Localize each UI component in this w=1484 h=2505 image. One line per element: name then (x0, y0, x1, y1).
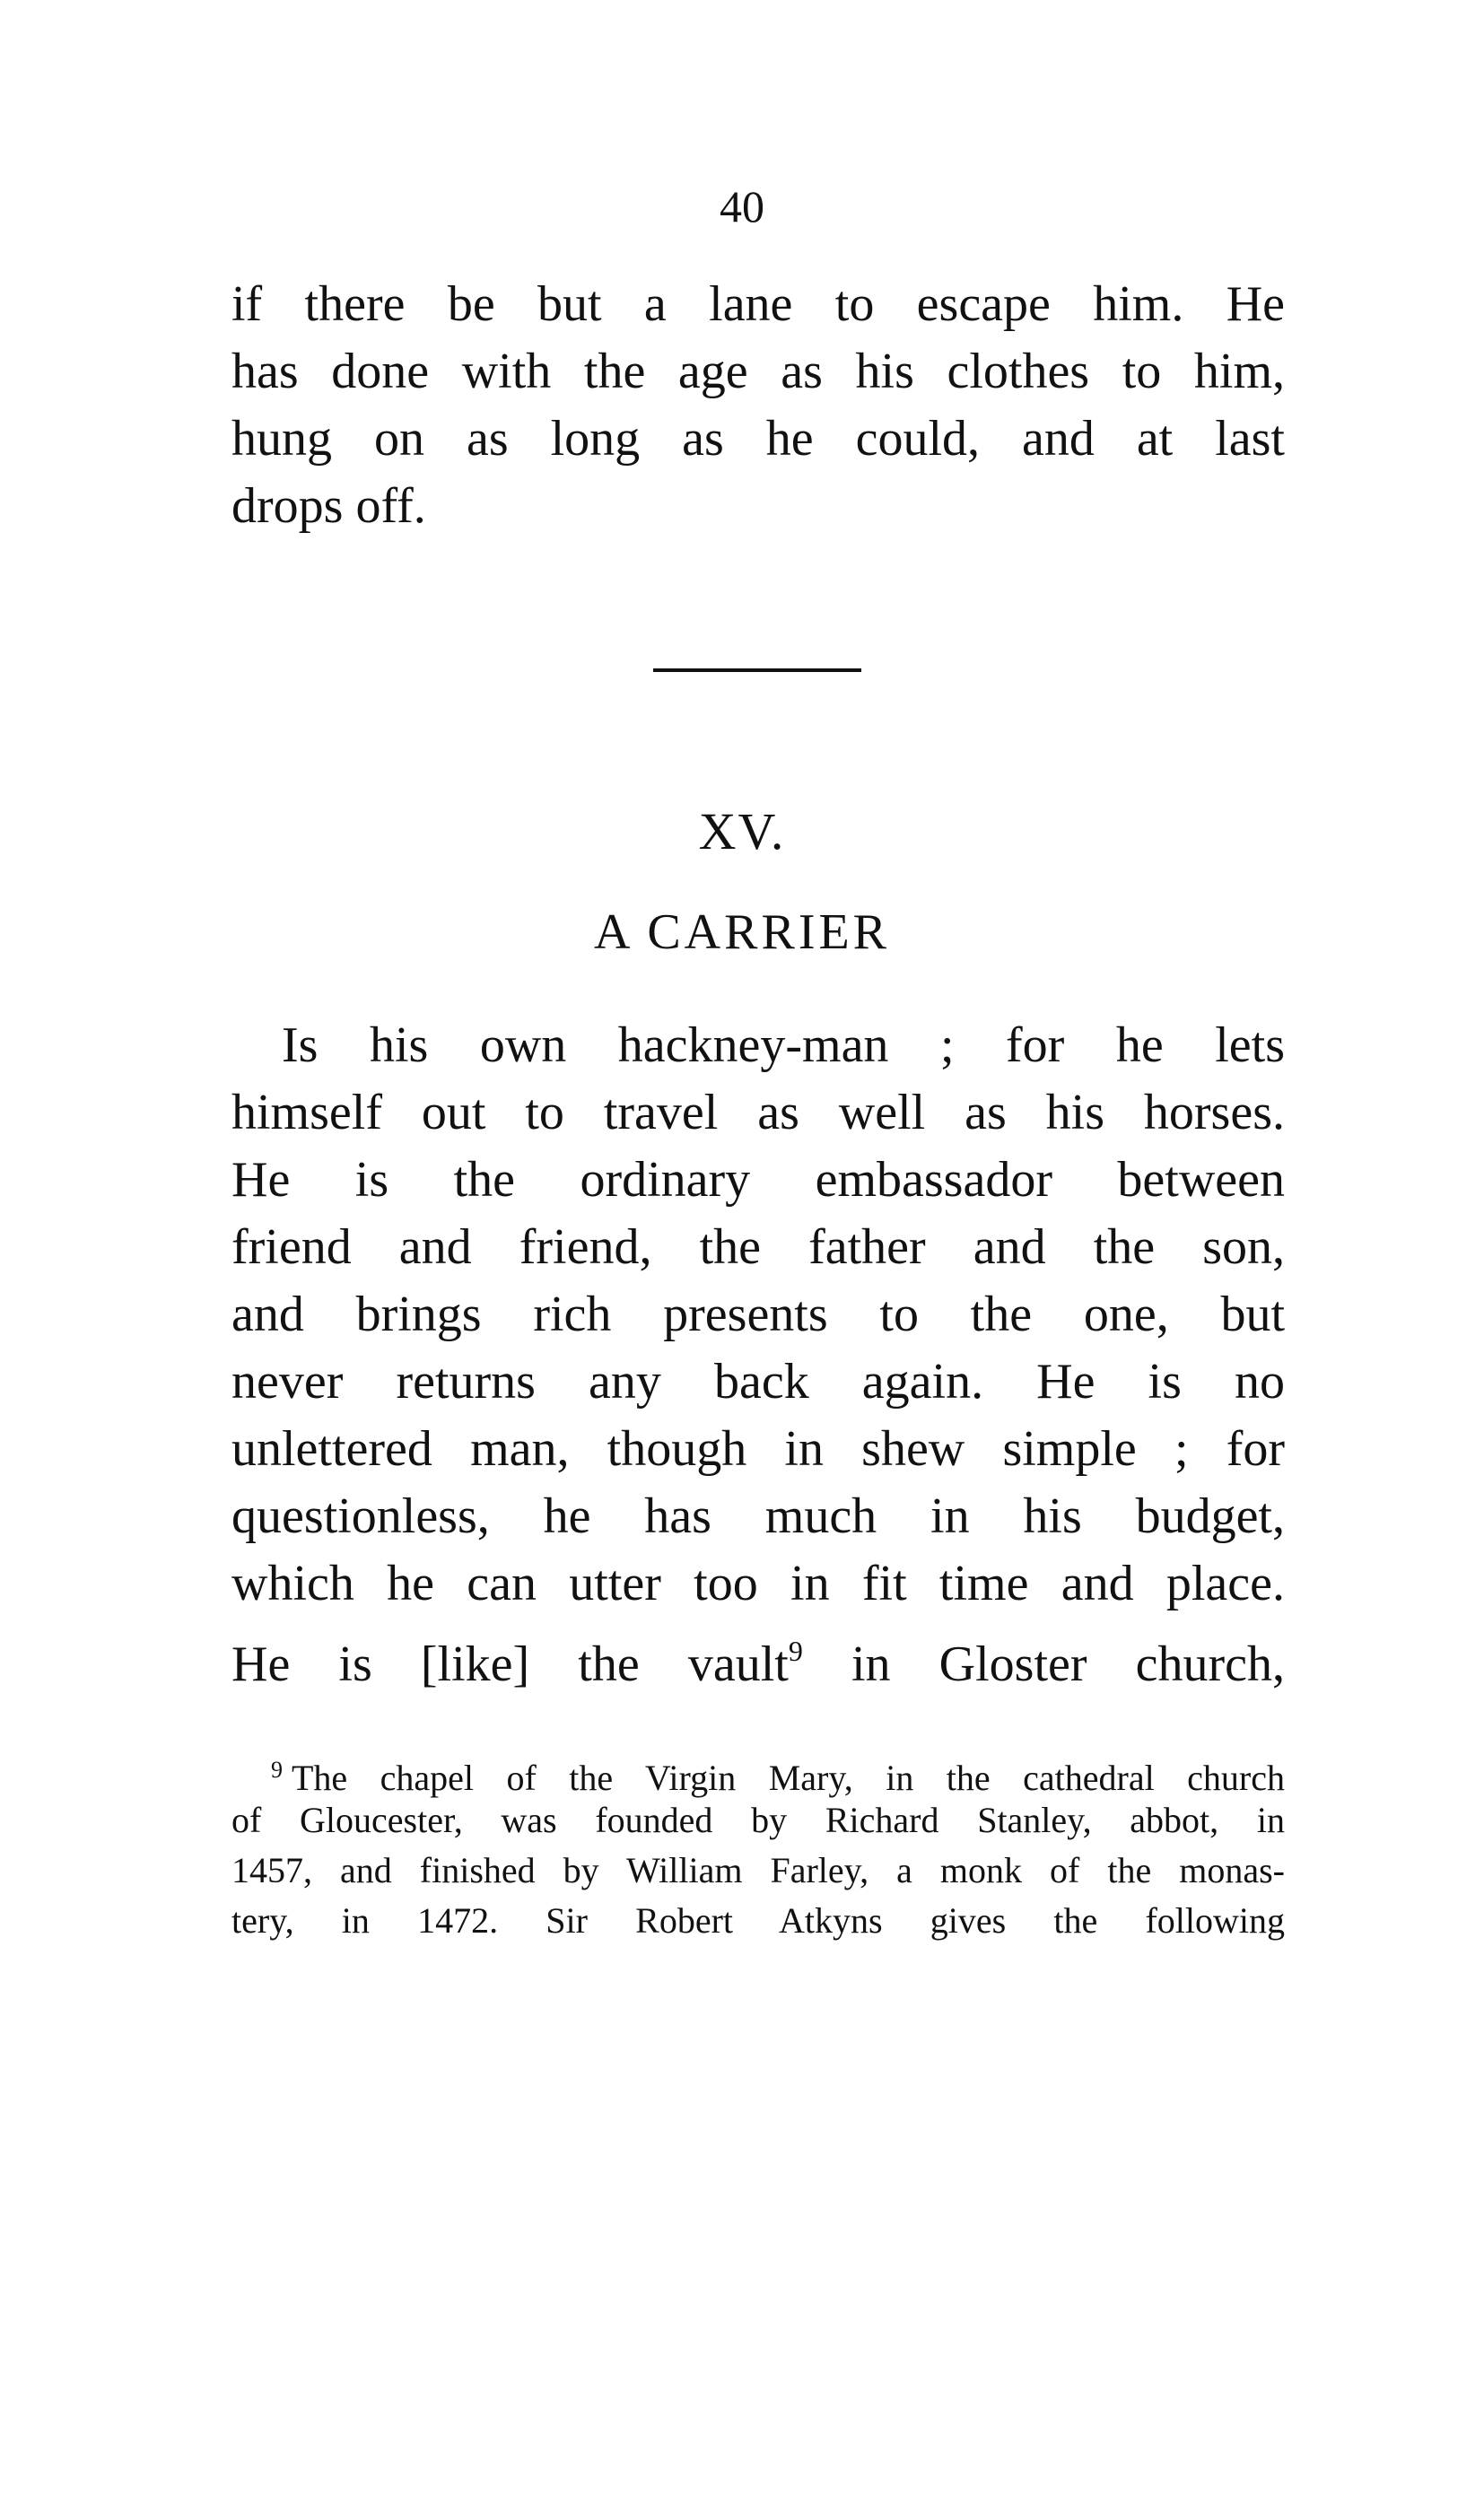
text-line: Is his own hackney-man ; for he lets (282, 1017, 1285, 1073)
text-line: hung on as long as he could, and at last (231, 411, 1285, 467)
text-line: and brings rich presents to the one, but (231, 1287, 1285, 1342)
continuation-paragraph (231, 271, 1285, 540)
chapter-title: A CARRIER (593, 904, 891, 960)
footnote-marker: 9 (271, 1757, 283, 1783)
text-line: drops off. (231, 478, 426, 534)
text-line: himself out to travel as well as his horses. (231, 1085, 1285, 1140)
text-line: which he can utter too in fit time and place. (231, 1556, 1285, 1611)
text-line: friend and friend, the father and the son, (231, 1219, 1285, 1275)
text-fragment: He is [like] the vault (231, 1637, 789, 1692)
text-line: if there be but a lane to escape him. He (231, 276, 1285, 332)
footnote-line (231, 1745, 1285, 1798)
section-divider-rule (653, 668, 861, 672)
footnote-line: of Gloucester, was founded by Richard Stanley, abbot, in (231, 1800, 1285, 1840)
text-line: He is the ordinary embassador between (231, 1152, 1285, 1208)
chapter-number: XV. (698, 802, 786, 860)
footnote-text: The chapel of the Virgin Mary, in the cathedral church (292, 1758, 1285, 1798)
footnote-reference: 9 (788, 1635, 803, 1667)
text-line: never returns any back again. He is no (231, 1354, 1285, 1410)
text-fragment: in Gloster church, (802, 1637, 1285, 1692)
text-line: unlettered man, though in shew simple ; for (231, 1421, 1285, 1477)
footnote-line: 1457, and finished by William Farley, a monk of the monas- (231, 1850, 1285, 1890)
text-line: questionless, he has much in his budget, (231, 1488, 1285, 1544)
text-line-with-note (231, 1618, 1285, 1692)
page-number: 40 (720, 181, 764, 231)
footnote-line: tery, in 1472. Sir Robert Atkyns gives the following (231, 1900, 1285, 1941)
footnote (231, 1745, 1285, 1946)
text-line: has done with the age as his clothes to him, (231, 344, 1285, 399)
essay-paragraph (231, 1012, 1285, 1692)
